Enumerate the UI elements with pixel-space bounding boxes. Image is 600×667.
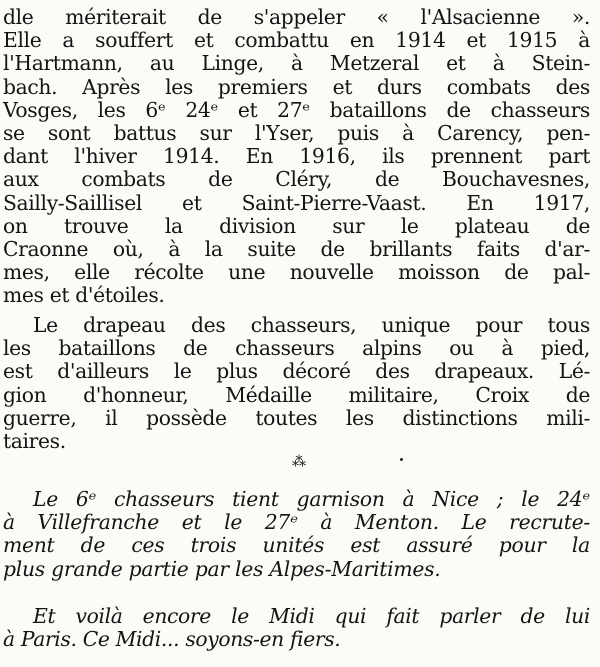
text-line: l'Hartmann, au Linge, à Metzeral et à Stein- <box>3 51 590 76</box>
text-line: guerre, il possède toutes les distinctions mili- <box>3 405 590 430</box>
text-line: dle mériterait de s'appeler « l'Alsacienne ». <box>3 5 590 29</box>
asterism-separator: ⁂ <box>292 454 306 470</box>
text-line: plus grande partie par les Alpes-Maritimes. <box>3 556 441 581</box>
text-line: Le 6ᵉ chasseurs tient garnison à Nice ; le 24ᵉ <box>33 487 590 511</box>
text-line: aux combats de Cléry, de Bouchavesnes, <box>3 167 590 192</box>
text-line: dant l'hiver 1914. En 1916, ils prennent part <box>3 144 590 169</box>
print-speck <box>400 458 403 461</box>
text-line: les bataillons de chasseurs alpins ou à pied, <box>3 336 590 361</box>
cut-off-next-line <box>0 659 600 667</box>
text-line: à Villefranche et le 27ᵉ à Menton. Le recrute- <box>3 510 590 535</box>
paragraph-1 <box>3 6 590 307</box>
text-line: Le drapeau des chasseurs, unique pour tous <box>33 313 590 337</box>
text-line: Et voilà encore le Midi qui fait parler de lui <box>33 604 590 628</box>
paragraph-2 <box>3 314 590 453</box>
text-line: ment de ces trois unités est assuré pour la <box>3 533 590 558</box>
text-line: se sont battus sur l'Yser, puis à Carency, pen- <box>3 120 590 145</box>
text-line: mes, elle récolte une nouvelle moisson de pal- <box>3 260 590 285</box>
text-line: mes et d'étoiles. <box>3 283 165 308</box>
text-line: gion d'honneur, Médaille militaire, Croix de <box>3 382 590 407</box>
text-line: Sailly-Saillisel et Saint-Pierre-Vaast. En 1917, <box>3 190 590 215</box>
paragraph-4 <box>3 605 590 651</box>
text-line: Elle a souffert et combattu en 1914 et 1915 à <box>3 28 590 53</box>
text-line: bach. Après les premiers et durs combats des <box>3 74 590 99</box>
text-line: est d'ailleurs le plus décoré des drapeaux. Lé- <box>3 359 590 384</box>
text-line: taires. <box>3 428 66 453</box>
text-line: on trouve la division sur le plateau de <box>3 213 590 238</box>
text-line: Vosges, les 6ᵉ 24ᵉ et 27ᵉ bataillons de chasseurs <box>3 97 590 122</box>
paragraph-3 <box>3 488 590 581</box>
text-line: Craonne où, à la suite de brillants faits d'ar- <box>3 236 590 261</box>
text-line: à Paris. Ce Midi... soyons-en fiers. <box>3 627 341 652</box>
